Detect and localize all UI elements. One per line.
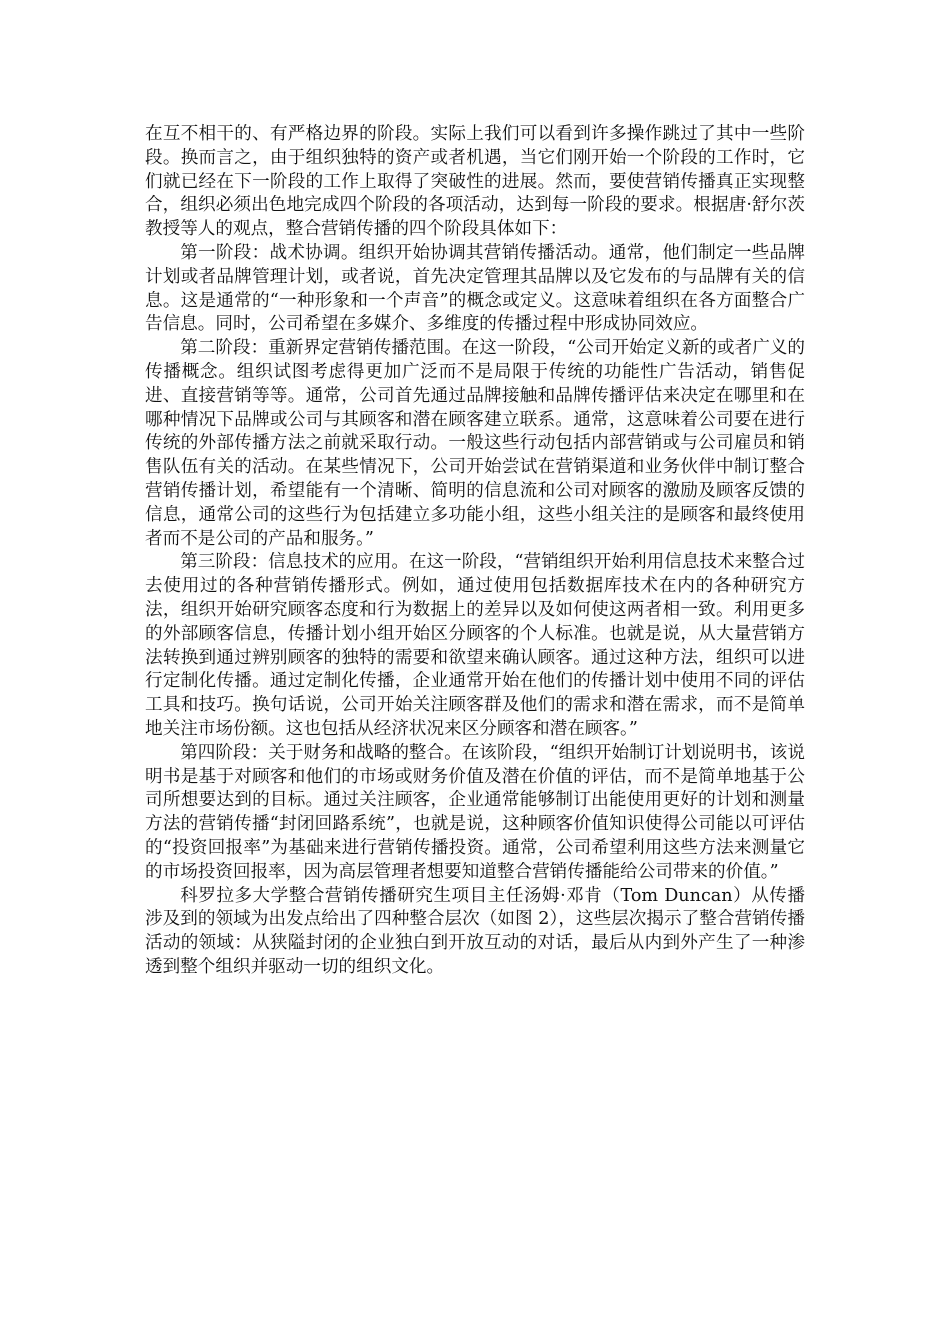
paragraph-stage-three: 第三阶段：信息技术的应用。在这一阶段，“营销组织开始利用信息技术来整合过去使用过的各种营销传播形式。例如，通过使用包括数据库技术在内的各种研究方法，组织开始研究顾客态度和行为数据上的差异以及如何使这两者相一致。利用更多的外部顾客信息，传播计划小组开始区分顾客的个人标准。也就是说，从大量营销方法转换到通过辨别顾客的独特的需要和欲望来确认顾客。通过这种方法，组织可以进行定制化传播。通过定制化传播，企业通常开始在他们的传播计划中使用不同的评估工具和技巧。换句话说，公司开始关注顾客群及他们的需求和潜在需求，而不是简单地关注市场份额。这也包括从经济状况来区分顾客和潜在顾客。” (145, 552, 805, 739)
paragraph-stage-one: 第一阶段：战术协调。组织开始协调其营销传播活动。通常，他们制定一些品牌计划或者品牌管理计划，或者说，首先决定管理其品牌以及它发布的与品牌有关的信息。这是通常的“一种形象和一个声音”的概念或定义。这意味着组织在各方面整合广告信息。同时，公司希望在多媒介、多维度的传播过程中形成协同效应。 (145, 242, 805, 335)
paragraph-stage-four: 第四阶段：关于财务和战略的整合。在该阶段，“组织开始制订计划说明书，该说明书是基于对顾客和他们的市场或财务价值及潜在价值的评估，而不是简单地基于公司所想要达到的目标。通过关注顾客，企业通常能够制订出能使用更好的计划和测量方法的营销传播“封闭回路系统”，也就是说，这种顾客价值知识使得公司能以可评估的“投资回报率”为基础来进行营销传播投资。通常，公司希望利用这些方法来测量它的市场投资回报率，因为高层管理者想要知道整合营销传播能给公司带来的价值。” (145, 742, 805, 882)
document-body (145, 123, 805, 980)
paragraph-duncan-levels: 科罗拉多大学整合营销传播研究生项目主任汤姆·邓肯（Tom Duncan）从传播涉及到的领域为出发点给出了四种整合层次（如图 2），这些层次揭示了整合营销传播活动的领域：从狭隘封闭的企业独白到开放互动的对话，最后从内到外产生了一种渗透到整个组织并驱动一切的组织文化。 (145, 885, 805, 977)
paragraph-stage-two: 第二阶段：重新界定营销传播范围。在这一阶段，“公司开始定义新的或者广义的传播概念。组织试图考虑得更加广泛而不是局限于传统的功能性广告活动，销售促进、直接营销等等。通常，公司首先通过品牌接触和品牌传播评估来决定在哪里和在哪种情况下品牌或公司与其顾客和潜在顾客建立联系。通常，这意味着公司要在进行传统的外部传播方法之前就采取行动。一般这些行动包括内部营销或与公司雇员和销售队伍有关的活动。在某些情况下，公司开始尝试在营销渠道和业务伙伴中制订整合营销传播计划，希望能有一个清晰、简明的信息流和公司对顾客的激励及顾客反馈的信息，通常公司的这些行为包括建立多功能小组，这些小组关注的是顾客和最终使用者而不是公司的产品和服务。” (145, 338, 805, 549)
paragraph-intro-continued: 在互不相干的、有严格边界的阶段。实际上我们可以看到许多操作跳过了其中一些阶段。换而言之，由于组织独特的资产或者机遇，当它们刚开始一个阶段的工作时，它们就已经在下一阶段的工作上取得了突破性的进展。然而，要使营销传播真正实现整合，组织必须出色地完成四个阶段的各项活动，达到每一阶段的要求。根据唐·舒尔茨教授等人的观点，整合营销传播的四个阶段具体如下： (145, 124, 805, 240)
